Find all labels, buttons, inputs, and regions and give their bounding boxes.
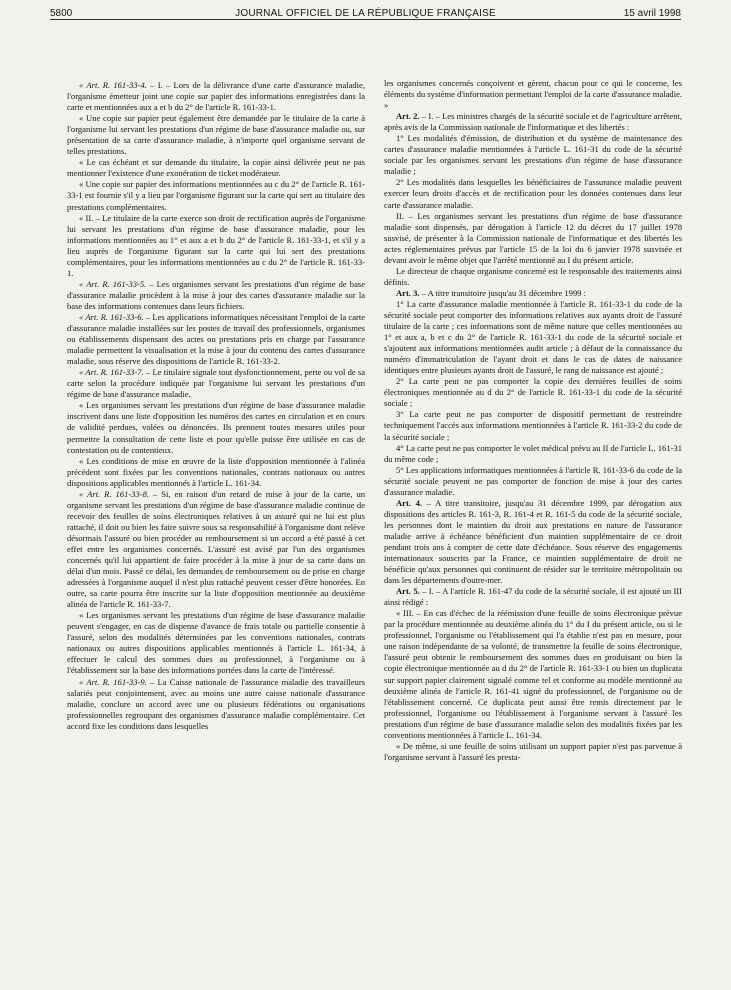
paragraph xyxy=(384,586,682,608)
publication-date: 15 avril 1998 xyxy=(623,8,681,19)
paragraph xyxy=(67,213,365,279)
paragraph xyxy=(384,78,682,111)
article-heading: Art. 5. xyxy=(396,586,420,597)
paragraph xyxy=(384,409,682,442)
paragraph-text: – Les applications informatiques nécessitant l'emploi de la carte d'assurance maladie installées sur les postes de travail des professionnels, organismes ou établissements dispensant des actes ou prestations pris en charge par l'assurance maladie permettent la visualisation et la mise à jour du contenu des cartes d'assurance maladie, sous réserve des dispositions de l'article R. 161-33-2. xyxy=(67,311,365,367)
paragraph-text: – Le titulaire signale tout dysfonctionnement, perte ou vol de sa carte selon la procédure indiquée par l'organisme lui servant les prestations d'un régime de base d'assurance maladie. xyxy=(67,367,365,400)
paragraph-text: 2° Les modalités dans lesquelles les bénéficiaires de l'assurance maladie peuvent exercer leurs droits d'accès et de rectification pour les données contenues dans leur carte d'assurance maladie. xyxy=(384,177,682,210)
paragraph xyxy=(67,367,365,400)
paragraph xyxy=(384,443,682,465)
paragraph xyxy=(67,400,365,455)
paragraph xyxy=(384,266,682,288)
paragraph xyxy=(67,157,365,179)
article-heading: Art. 2. xyxy=(396,111,420,122)
paragraph xyxy=(384,111,682,133)
paragraph xyxy=(67,279,365,312)
left-column xyxy=(67,80,365,732)
paragraph-text: 4° La carte peut ne pas comporter le volet médical prévu au II de l'article L. 161-31 du même code ; xyxy=(384,442,682,464)
paragraph xyxy=(67,610,365,676)
paragraph xyxy=(384,288,682,299)
paragraph xyxy=(67,456,365,489)
article-heading: « Art. R. 161-33-6. xyxy=(79,311,144,322)
paragraph-text: – La Caisse nationale de l'assurance maladie des travailleurs salariés peut conjointement, avec au moins une autre caisse nationale d'assurance maladie, conclure un accord avec une ou plusieurs fédérations ou organisations professionnelles regroupant des organismes d'assurance maladie complémentaire. Cet accord fixe les conditions dans lesquelles xyxy=(67,676,365,731)
article-heading: « Art. R. 161-33-5. xyxy=(79,278,147,289)
paragraph-text: Le directeur de chaque organisme concerné est le responsable des traitements ainsi définis. xyxy=(384,265,682,287)
paragraph xyxy=(67,179,365,212)
header-rule xyxy=(50,19,681,20)
paragraph xyxy=(384,465,682,498)
paragraph-text: « Les organismes servant les prestations d'un régime de base d'assurance maladie inscrivent dans une liste d'opposition les numéros des cartes en circulation et en cours de validité perdues, volées ou dénoncées. Ils prennent toutes mesures utiles pour permettre la consultation de cette liste et pour qu'elle puisse être utilisée en cas de contestation ou de contentieux. xyxy=(67,400,365,455)
paragraph-text: 2° La carte peut ne pas comporter la copie des dernières feuilles de soins électroniques mentionnée au d du 2° de l'article R. 161-33-1 du code de la sécurité sociale ; xyxy=(384,376,682,409)
paragraph-text: « Une copie sur papier des informations mentionnées au c du 2° de l'article R. 161-33-1 est fournie s'il y a lieu par l'organisme figurant sur la carte qui sert au titulaire des prestations complémentaires. xyxy=(67,179,365,212)
paragraph xyxy=(384,741,682,763)
paragraph xyxy=(384,299,682,376)
paragraph-text: – A titre transitoire, jusqu'au 31 décembre 1999, par dérogation aux dispositions des articles R. 161-3, R. 161-4 et R. 161-5 du code de la sécurité sociale, les personnes dont le maintien du droit aux prestations en nature de l'assurance maladie arrive à échéance bénéficient d'un maintien supplémentaire de ce droit pendant trois ans à compter de cette date d'échéance. Sous réserve des engagements internationaux souscrits par la France, ce maintien supplémentaire de droit ne bénéficie qu'aux personnes qui continuent de résider sur le territoire métropolitain ou dans les départements d'outre-mer. xyxy=(384,497,682,586)
paragraph-text: 1° Les modalités d'émission, de distribution et du système de maintenance des cartes d'assurance maladie mentionnées à l'article L. 161-31 du code de la sécurité sociale par les organismes servant les prestations d'un régime de base d'assurance maladie ; xyxy=(384,133,682,177)
paragraph xyxy=(384,498,682,586)
paragraph xyxy=(384,177,682,210)
paragraph-text: les organismes concernés conçoivent et gèrent, chacun pour ce qui le concerne, les éléments du système d'information permettant l'emploi de la carte d'assurance maladie. » xyxy=(384,78,682,111)
paragraph-text: 5° Les applications informatiques mentionnées à l'article R. 161-33-6 du code de la sécurité sociale peuvent ne pas comporter de fonction de mise à jour des cartes d'assurance maladie. xyxy=(384,464,682,497)
paragraph xyxy=(67,113,365,157)
article-heading: « Art. R. 161-33-9. xyxy=(79,676,147,687)
article-heading: « Art. R. 161-33-7. xyxy=(79,367,144,378)
paragraph xyxy=(384,376,682,409)
paragraph xyxy=(67,677,365,732)
paragraph xyxy=(67,489,365,611)
paragraph-text: – A titre transitoire jusqu'au 31 décembre 1999 : xyxy=(419,287,587,298)
paragraph-text: 1° La carte d'assurance maladie mentionnée à l'article R. 161-33-1 du code de la sécurité sociale peut comporter des informations relatives aux ayants droit de l'assuré titulaire de la carte ; ces informations sont de même nature que celles mentionnées au 1° et aux a, b et c du 2° de l'article R. 161-33-1 du code de la sécurité sociale et s'ajoutent aux informations mentionnées audit article ; à défaut de la connaissance du numéro d'immatriculation de l'ayant droit et dans le cas de dates de naissance identiques entre plusieurs ayants droit de l'assuré, le rang de naissance est ajouté ; xyxy=(384,298,682,376)
journal-title: JOURNAL OFFICIEL DE LA RÉPUBLIQUE FRANÇAISE xyxy=(235,8,496,19)
article-heading: « Art. R. 161-33-8. xyxy=(79,488,149,499)
paragraph-text: – Les organismes servant les prestations d'un régime de base d'assurance maladie procèdent à la mise à jour des cartes d'assurance maladie sur la base des informations contenues dans leurs fichiers. xyxy=(67,278,365,311)
paragraph-text: « II. – Le titulaire de la carte exerce son droit de rectification auprès de l'organisme lui servant les prestations d'un régime de base d'assurance maladie, pour les informations mentionnées au 1° et aux a et b du 2° de l'article R. 161-33-1, et s'il y a lieu auprès de l'organisme figurant sur la carte qui lui sert des prestations complémentaires, pour les informations mentionnées au c du 2° de l'article R. 161-33-1. xyxy=(67,212,365,278)
paragraph-text: « Le cas échéant et sur demande du titulaire, la copie ainsi délivrée peut ne pas mentionner l'existence d'une exonération de ticket modérateur. xyxy=(67,157,365,179)
paragraph xyxy=(67,312,365,367)
paragraph-text: – I. – A l'article R. 161-47 du code de la sécurité sociale, il est ajouté un III ainsi rédigé : xyxy=(384,586,682,608)
article-heading: Art. 3. xyxy=(396,287,420,298)
page-header xyxy=(50,4,681,24)
article-heading: « Art. R. 161-33-4. xyxy=(79,80,147,90)
paragraph xyxy=(67,80,365,113)
page-number: 5800 xyxy=(50,8,73,19)
paragraph-text: « Une copie sur papier peut également être demandée par le titulaire de la carte à l'organisme lui servant les prestations d'un régime de base d'assurance maladie ou, sur présentation de sa carte d'assurance maladie, à n'importe quel organisme servant de telles prestations. xyxy=(67,113,365,157)
paragraph-text: « De même, si une feuille de soins utilisant un support papier n'est pas parvenue à l'organisme servant à l'assuré les presta- xyxy=(384,740,682,762)
paragraph xyxy=(384,211,682,266)
paragraph-text: « Les organismes servant les prestations d'un régime de base d'assurance maladie peuvent s'engager, en cas de dispense d'avance de frais totale ou partielle consentie à l'assuré, selon des modalités déterminées par les conventions nationales, contrats nationaux ou autres dispositions applicables mentionnés à l'article L. 161-34, à effectuer le calcul des sommes dues au professionnel, à l'organisme ou à l'établissement sur la base des informations portées dans la carte de l'intéressé. xyxy=(67,610,365,676)
paragraph-text: – Si, en raison d'un retard de mise à jour de la carte, un organisme servant les prestations d'un régime de base d'assurance maladie continue de recevoir des feuilles de soins électroniques relatives à un assuré qui ne lui est plus rattaché, il doit ou bien les faire suivre sous sa responsabilité à l'organisme dont relève désormais l'assuré ou bien procéder au remboursement si un accord a été passé à cet effet entre les organismes concernés. L'assuré est avisé par l'un des organismes concernés qu'il lui appartient de faire procéder à la mise à jour de sa carte dans un délai d'un mois. Passé ce délai, les demandes de remboursement ou de prise en charge adressées à l'organisme auquel il n'est plus rattaché peuvent cesser d'être honorées. En outre, sa carte pourra être inscrite sur la liste d'opposition mentionnée au deuxième alinéa de l'article R. 161-33-7. xyxy=(67,488,365,610)
paragraph-text: – I. – Lors de la délivrance d'une carte d'assurance maladie, l'organisme émetteur joint une copie sur papier des informations enregistrées dans la carte et mentionnées aux a et b du 2° de l'article R. 161-33-1. xyxy=(67,80,365,113)
right-column xyxy=(384,78,682,763)
paragraph-text: – I. – Les ministres chargés de la sécurité sociale et de l'agriculture arrêtent, après avis de la Commission nationale de l'informatique et des libertés : xyxy=(384,111,683,133)
paragraph xyxy=(384,133,682,177)
paragraph-text: 3° La carte peut ne pas comporter de dispositif permettant de restreindre techniquement l'accès aux informations mentionnées à l'article R. 161-33-2 du code de la sécurité sociale ; xyxy=(384,409,682,442)
paragraph-text: II. – Les organismes servant les prestations d'un régime de base d'assurance maladie sont dispensés, par dérogation à l'article 12 du décret du 17 juillet 1978 susvisé, de présenter à la Commission nationale de l'informatique et des libertés les actes réglementaires prévus par l'article 15 de la loi du 6 janvier 1978 susvisée et devant avoir le même objet que l'arrêté mentionné au I du présent article. xyxy=(384,210,682,265)
paragraph-text: « III. – En cas d'échec de la réémission d'une feuille de soins électronique prévue par la procédure mentionnée au deuxième alinéa du 1° du I du présent article, ou si le professionnel, l'organisme ou l'établissement qui l'a établie n'est pas en mesure, pour une raison indépendante de sa volonté, de transmettre la feuille de soins électronique, l'assuré peut obtenir le remboursement des sommes dues en produisant ou bien la copie électronique mentionnée au d du 2° de l'article R. 161-33-1 ou bien un duplicata sur support papier clairement signalé comme tel et conforme au modèle mentionné au deuxième alinéa de l'article R. 161-41 signé du professionnel, de l'organisme ou de l'établissement concerné. Ce duplicata peut aussi être remis directement par le professionnel, l'organisme ou l'établissement à l'organisme servant à l'assuré les prestations d'un régime de base d'assurance maladie selon des modalités fixées par les conventions mentionnées à l'article L. 161-34. xyxy=(384,608,682,740)
article-heading: Art. 4. xyxy=(396,497,422,508)
paragraph-text: « Les conditions de mise en œuvre de la liste d'opposition mentionnée à l'alinéa précédent sont fixées par les conventions nationales, contrats nationaux ou autres dispositions applicables mentionnés à l'article L. 161-34. xyxy=(67,455,365,488)
paragraph xyxy=(384,608,682,741)
